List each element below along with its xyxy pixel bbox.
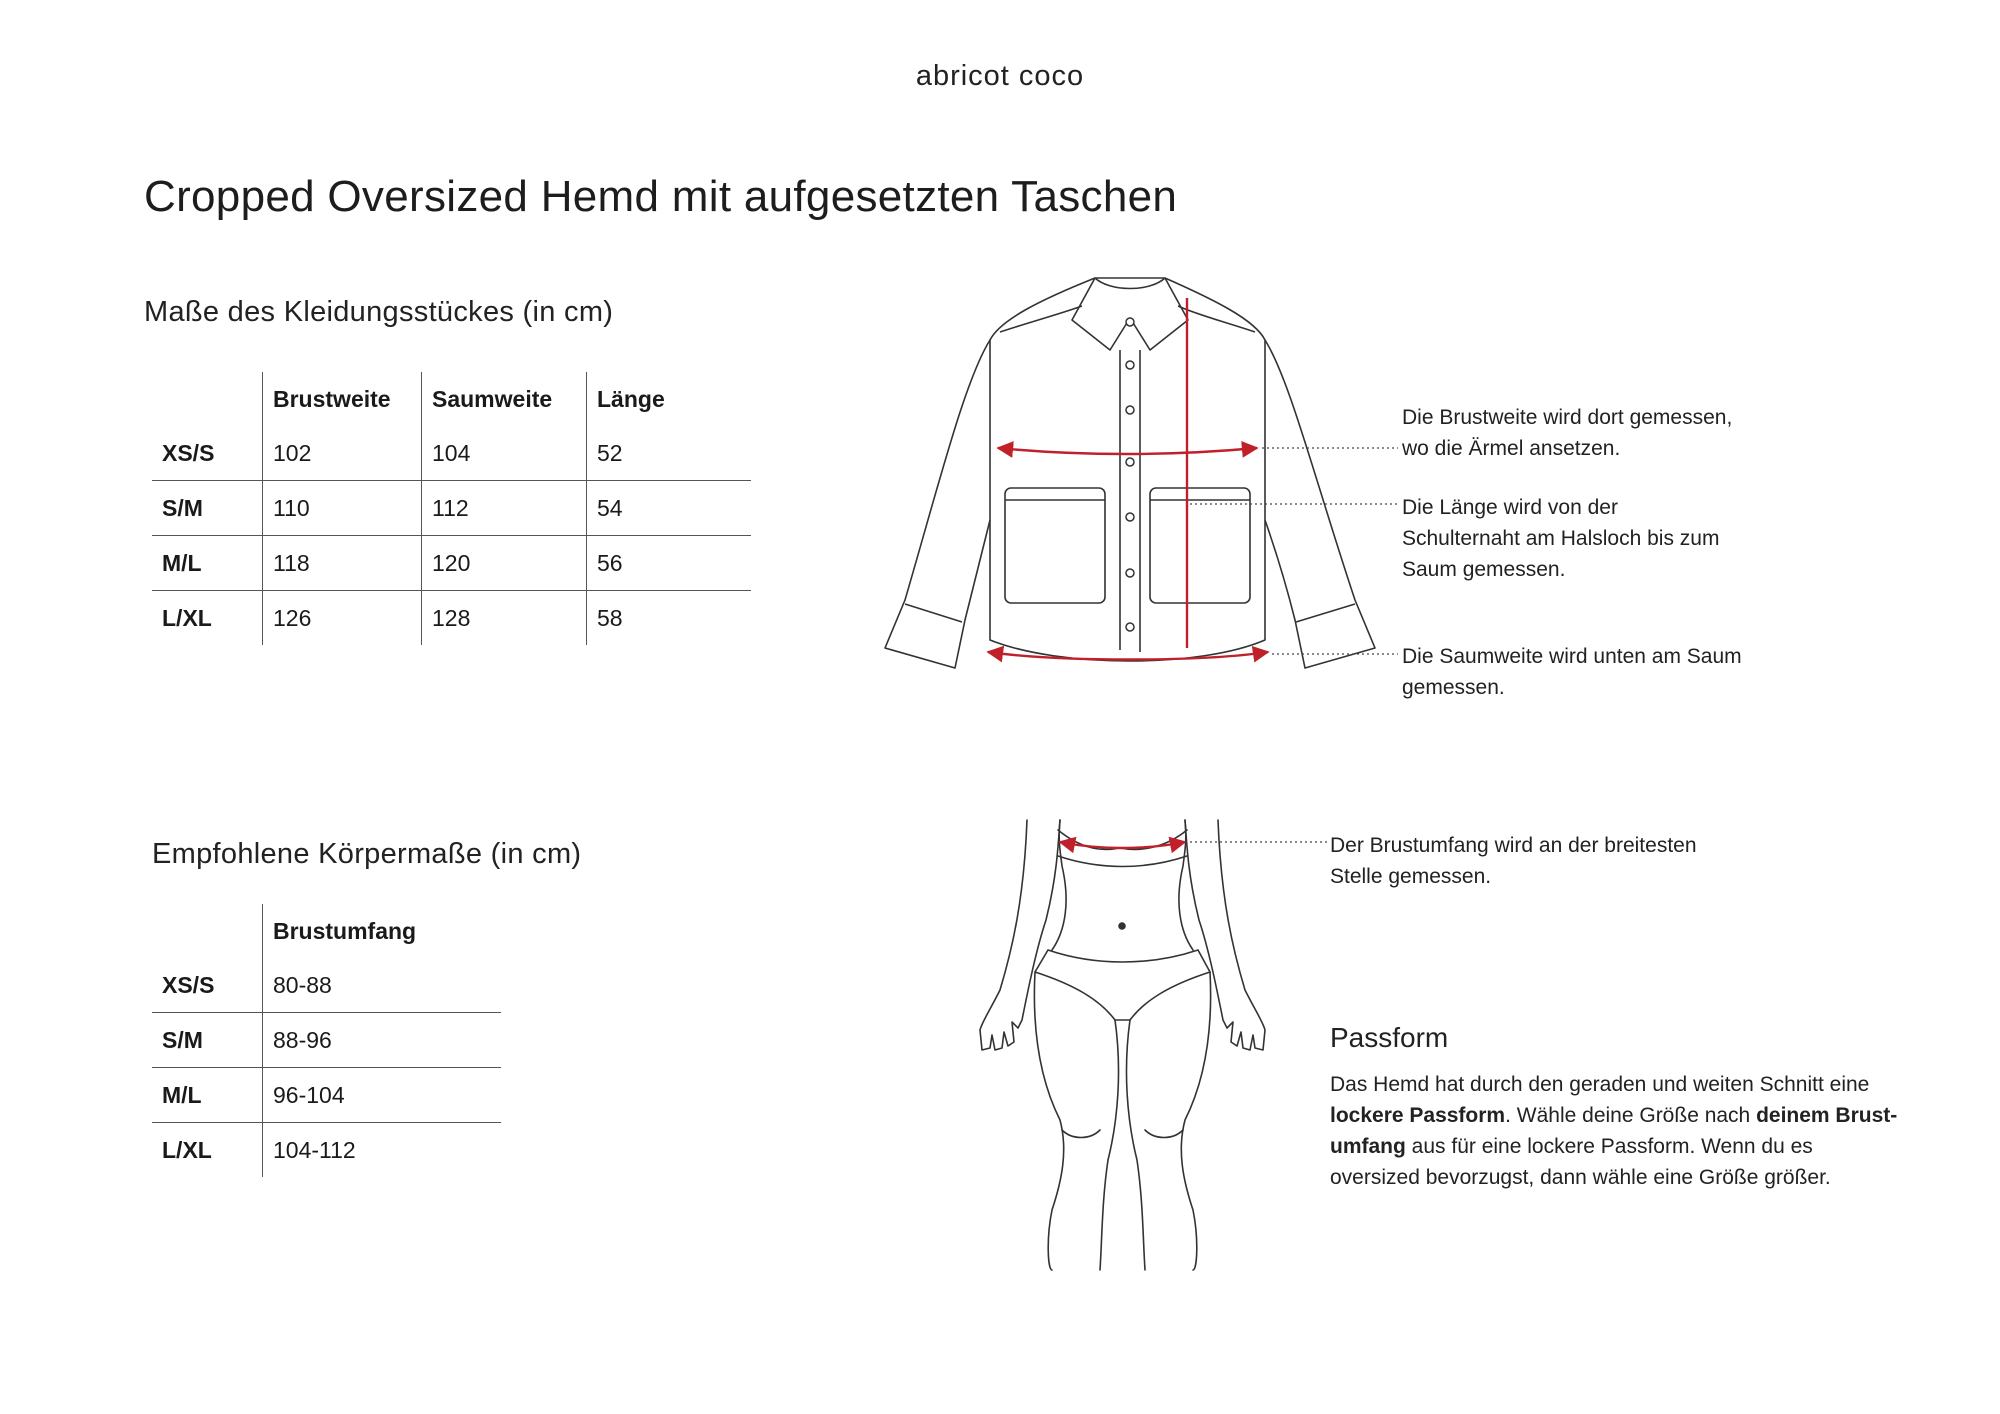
annotation-line: Die Länge wird von der [1402,496,1618,519]
table-cell: 118 [263,536,422,591]
size-label: L/XL [152,591,263,646]
annotation-line: Der Brustumfang wird an der breitesten [1330,834,1697,857]
annotation-line: Die Brustweite wird dort gemessen, [1402,406,1733,429]
bra-line [1058,856,1187,867]
passform-heading: Passform [1330,1022,1449,1053]
body-measurements-heading: Empfohlene Körpermaße (in cm) [152,838,582,870]
table-cell: 58 [587,591,752,646]
brand-logo: abricot coco [915,60,1085,92]
table-cell: 102 [263,426,422,481]
annotation-brustweite [1402,402,1732,464]
table-cell: 54 [587,481,752,536]
size-label: M/L [152,536,263,591]
table-cell: 128 [422,591,587,646]
underwear-outline [1035,950,1210,1020]
passform-text [1330,1069,1970,1193]
table-cell: 96-104 [263,1068,502,1123]
passform-bold-run: deinem Brust- [1756,1104,1898,1127]
annotation-line: gemessen. [1402,676,1505,699]
passform-run: . Wähle deine Größe nach [1505,1104,1757,1127]
table-cell: 126 [263,591,422,646]
size-label: XS/S [162,439,215,466]
size-label: L/XL [152,1123,263,1178]
annotation-brustumfang [1330,830,1697,892]
annotation-line: Stelle gemessen. [1330,865,1492,888]
annotation-laenge [1402,492,1719,585]
passform-run: aus für eine lockere Passform. Wenn du es [1405,1135,1813,1158]
annotation-line: Schulternaht am Halsloch bis zum [1402,527,1720,550]
page-title: Cropped Oversized Hemd mit aufgesetzten Taschen [144,172,1178,221]
size-label: M/L [152,1068,263,1123]
size-label: XS/S [162,971,215,998]
column-header: Brustweite [263,372,422,426]
passform-line [1330,1069,1970,1100]
table-cell: 56 [587,536,752,591]
table-cell: 112 [422,481,587,536]
annotation-saumweite [1402,641,1742,703]
column-header: Saumweite [422,372,587,426]
torso-outline [1052,820,1066,950]
passform-bold-run: umfang [1330,1135,1406,1158]
passform-bold-run: lockere Passform [1330,1104,1506,1127]
annotation-line: wo die Ärmel ansetzen. [1402,437,1621,460]
table-cell: 110 [263,481,422,536]
passform-run: Das Hemd hat durch den geraden und weiten Schnitt eine [1330,1073,1870,1096]
passform-line [1330,1162,1970,1193]
passform-line [1330,1100,1970,1131]
table-cell: 120 [422,536,587,591]
table-cell: 104-112 [263,1123,502,1178]
passform-line [1330,1131,1970,1162]
table-cell: 104 [422,426,587,481]
table-cell: 88-96 [263,1013,502,1068]
annotation-line: Saum gemessen. [1402,558,1566,581]
passform-run: oversized bevorzugst, dann wähle eine Größe größer. [1330,1166,1831,1189]
table-cell: 52 [587,426,752,481]
annotation-line: Die Saumweite wird unten am Saum [1402,645,1742,668]
size-label: S/M [152,481,263,536]
column-header: Brustumfang [263,904,502,958]
table-cell: 80-88 [263,958,502,1013]
column-header: Länge [587,372,752,426]
size-label: S/M [152,1013,263,1068]
garment-measurements-heading: Maße des Kleidungsstückes (in cm) [144,296,614,328]
